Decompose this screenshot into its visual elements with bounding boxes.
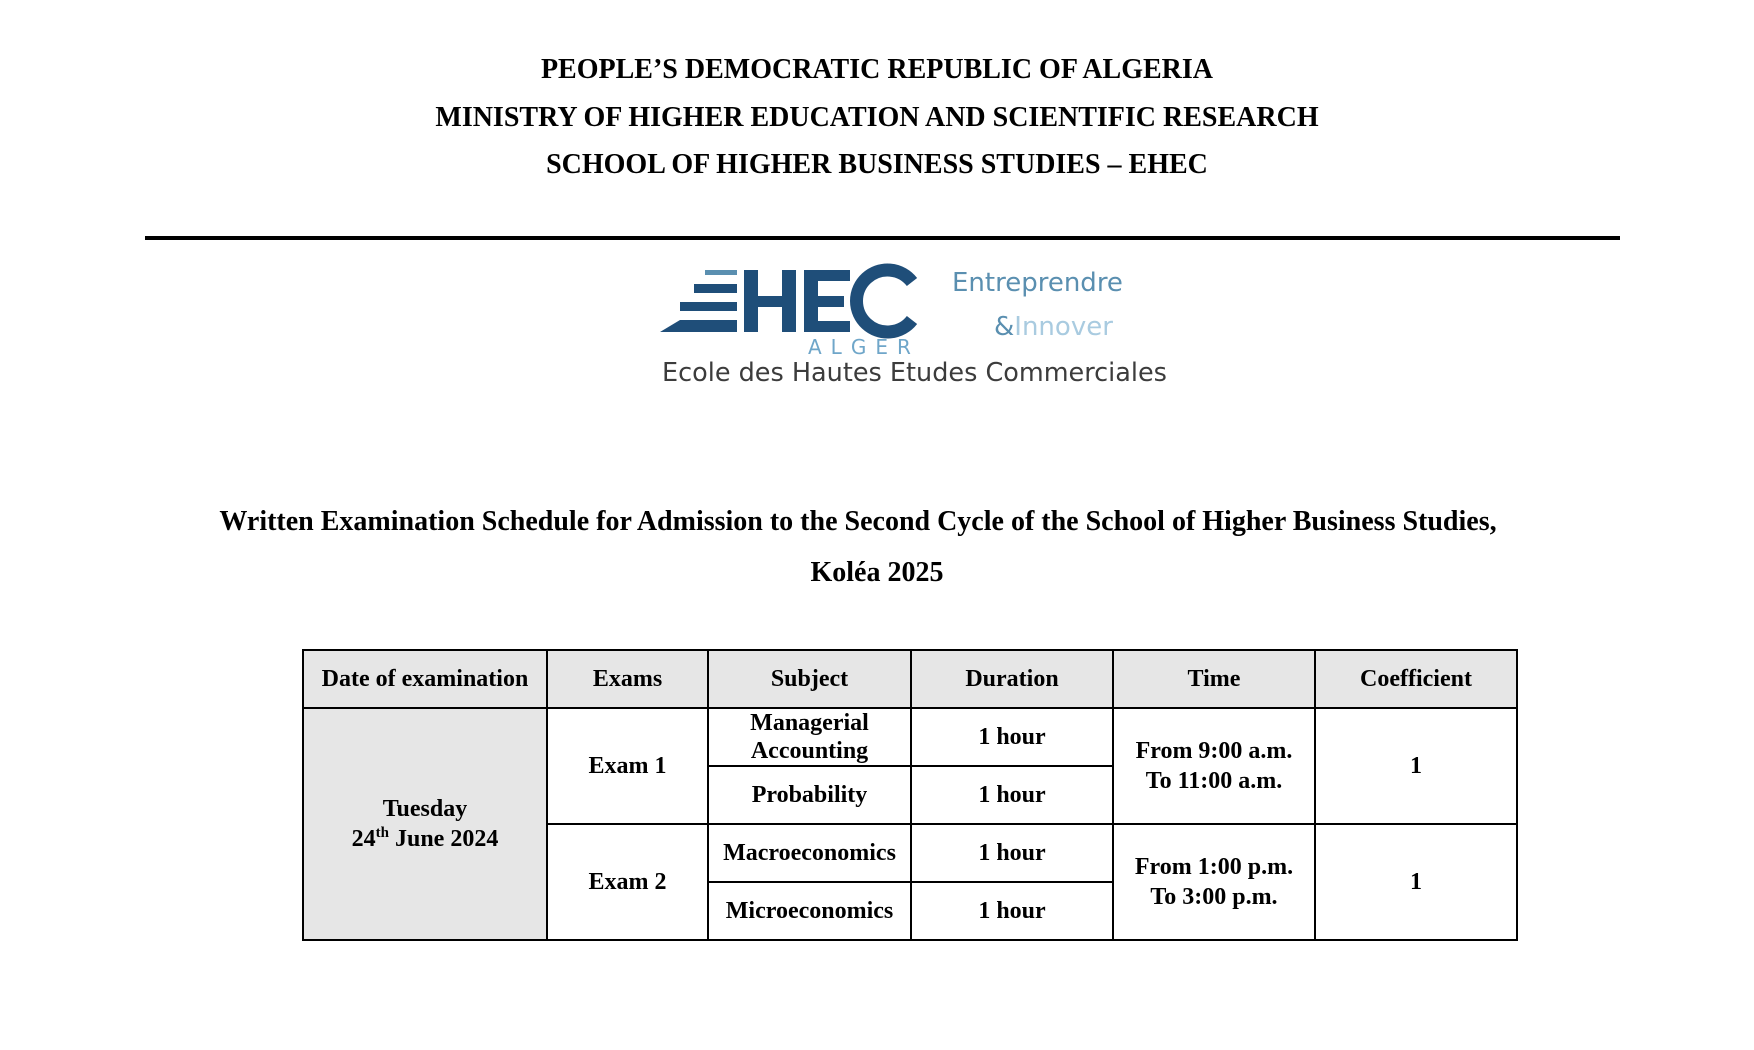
header-subject: Subject <box>708 650 911 708</box>
exam-2-duration-2: 1 hour <box>911 882 1113 940</box>
header-divider <box>145 236 1620 240</box>
header-exams: Exams <box>547 650 708 708</box>
exam-date-cell <box>303 708 547 940</box>
exam-2-duration-1: 1 hour <box>911 824 1113 882</box>
header-coefficient: Coefficient <box>1315 650 1517 708</box>
ehec-logo <box>660 262 1167 392</box>
exam-2-time: From 1:00 p.m. To 3:00 p.m. <box>1113 824 1315 940</box>
header-date: Date of examination <box>303 650 547 708</box>
schedule-title: Written Examination Schedule for Admission to the Second Cycle of the School of Higher Business Studies, <box>219 506 1497 537</box>
exam-1-time: From 9:00 a.m. To 11:00 a.m. <box>1113 708 1315 824</box>
header-country: PEOPLE’S DEMOCRATIC REPUBLIC OF ALGERIA <box>540 54 1214 85</box>
logo-tagline-innover: & Innover <box>994 312 1113 342</box>
header-time: Time <box>1113 650 1315 708</box>
logo-city: ALGER <box>808 335 920 359</box>
schedule-subtitle: Koléa 2025 <box>810 557 944 588</box>
table-row <box>303 708 1517 766</box>
exam-day: Tuesday <box>382 796 468 822</box>
exam-date: 24th June 2024 <box>351 825 499 852</box>
exam-2-name: Exam 2 <box>547 824 708 940</box>
exam-1-subject-1: Managerial Accounting <box>708 708 911 766</box>
logo-tagline-entreprendre: Entreprendre <box>952 268 1123 298</box>
logo-school-name: Ecole des Hautes Etudes Commerciales <box>662 358 1167 388</box>
exam-schedule-table <box>302 649 1518 941</box>
exam-2-subject-1: Macroeconomics <box>708 824 911 882</box>
exam-1-duration-1: 1 hour <box>911 708 1113 766</box>
table-header-row <box>303 650 1517 708</box>
exam-1-duration-2: 1 hour <box>911 766 1113 824</box>
header-ministry: MINISTRY OF HIGHER EDUCATION AND SCIENTIFIC RESEARCH <box>435 102 1319 133</box>
exam-1-coefficient: 1 <box>1315 708 1517 824</box>
ehec-logo-mark <box>660 262 920 342</box>
header-school: SCHOOL OF HIGHER BUSINESS STUDIES – EHEC <box>546 149 1208 180</box>
header-duration: Duration <box>911 650 1113 708</box>
exam-1-name: Exam 1 <box>547 708 708 824</box>
exam-2-subject-2: Microeconomics <box>708 882 911 940</box>
exam-1-subject-2: Probability <box>708 766 911 824</box>
exam-2-coefficient: 1 <box>1315 824 1517 940</box>
